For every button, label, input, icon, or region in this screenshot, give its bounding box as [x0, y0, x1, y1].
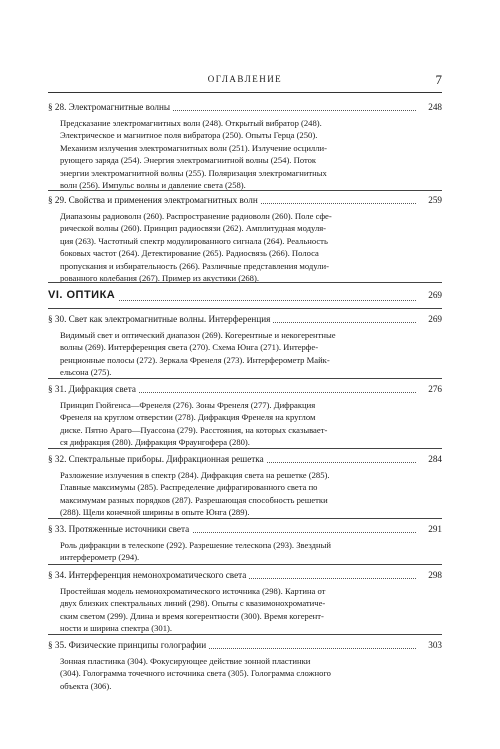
section-description: Зонная пластинка (304). Фокусирующее действие зонной пластинки (304). Голограмма точечного источника света (305). Голограмма сложного объекта (306). — [60, 656, 331, 691]
toc-page — [48, 0, 442, 749]
toc-line — [48, 638, 442, 652]
section-description: Принцип Гюйгенса—Френеля (276). Зоны Френеля (277). Дифракция Френеля на круглом отверстии (278). Дифракция Френеля на круглом диске. Пятно Араго—Пуассона (279). Расстояния, на которых сказывает- ся дифракция (280). Дифракция Фраунгофера (280). — [60, 400, 328, 448]
chapter-line — [48, 288, 442, 306]
section-description: Разложение излучения в спектр (284). Дифракция света на решетке (285). Главные максимумы (285). Распределение дифрагированного света по максимумам разных порядков (287). Разрешающая способность решетки (288). Щели конечной ширины в опыте Юнга (289). — [60, 470, 330, 518]
entry-divider — [48, 378, 442, 379]
toc-entry-section-30 — [48, 312, 442, 379]
section-title: § 32. Спектральные приборы. Дифракционная решетка — [48, 452, 267, 466]
entry-divider — [48, 448, 442, 449]
entry-divider — [48, 634, 442, 635]
entry-divider — [48, 518, 442, 519]
section-description: Простейшая модель немонохроматического источника (298). Картина от двух близких спектральных линий (298). Опыты с квазимонохроматиче- ским светом (299). Длина и время когерентности (300). Время когерент- ности и ширина спектра (301). — [60, 586, 326, 634]
toc-line — [48, 522, 442, 536]
section-page: 298 — [425, 568, 442, 582]
entry-divider — [48, 564, 442, 565]
section-description: Роль дифракции в телескопе (292). Разрешение телескопа (293). Звездный интерферометр (294). — [60, 540, 332, 563]
running-header — [48, 72, 442, 88]
section-page: 284 — [425, 452, 442, 466]
entry-divider — [48, 190, 442, 191]
section-page: 291 — [425, 522, 442, 536]
toc-chapter-6 — [48, 288, 442, 306]
chapter-title: VI. ОПТИКА — [48, 288, 118, 302]
toc-line — [48, 312, 442, 326]
page-number: 7 — [435, 72, 442, 87]
toc-entry-section-28 — [48, 100, 442, 191]
running-header-title: ОГЛАВЛЕНИЕ — [207, 74, 283, 84]
toc-line — [48, 452, 442, 466]
section-title: § 31. Дифракция света — [48, 382, 139, 396]
section-title: § 29. Свойства и применения электромагнитных волн — [48, 193, 261, 207]
toc-entry-section-29 — [48, 193, 442, 284]
section-page: 248 — [425, 100, 442, 114]
header-rule — [48, 92, 442, 93]
entry-divider — [48, 308, 442, 309]
toc-entry-section-32 — [48, 452, 442, 519]
toc-line — [48, 382, 442, 396]
section-page: 259 — [425, 193, 442, 207]
section-title: § 30. Свет как электромагнитные волны. Интерференция — [48, 312, 273, 326]
section-page: 269 — [425, 312, 442, 326]
section-title: § 35. Физические принципы голографии — [48, 638, 209, 652]
toc-entry-section-34 — [48, 568, 442, 635]
toc-entry-section-33 — [48, 522, 442, 564]
toc-line — [48, 193, 442, 207]
section-title: § 34. Интерференция немонохроматического света — [48, 568, 249, 582]
toc-line — [48, 568, 442, 582]
section-title: § 28. Электромагнитные волны — [48, 100, 173, 114]
entry-divider — [48, 282, 442, 283]
section-description: Видимый свет и оптический диапазон (269). Когерентные и некогерентные волны (269). Интерференция света (270). Схема Юнга (271). Интерфе- ренционные полосы (272). Зеркала Френеля (273). Интерферометр Майк- ельсона (275). — [60, 330, 336, 378]
section-description: Диапазоны радиоволн (260). Распространение радиоволн (260). Поле сфе- рической волны (260). Принцип радиосвязи (262). Амплитудная модуля- ция (263). Частотный спектр модулированного сигнала (264). Реальность боковых частот (264). Детектирование (265). Радиосвязь (266). Полоса пропускания и избирательность (266). Различные представления модули- рованного колебания (267). Пример из акустики (268). — [60, 211, 332, 284]
toc-entry-section-31 — [48, 382, 442, 449]
toc-entry-section-35 — [48, 638, 442, 692]
section-page: 276 — [425, 382, 442, 396]
section-title: § 33. Протяженные источники света — [48, 522, 192, 536]
chapter-page: 269 — [425, 288, 442, 302]
toc-line — [48, 100, 442, 114]
section-description: Предсказание электромагнитных волн (248). Открытый вибратор (248). Электрическое и магнитное поля вибратора (250). Опыты Герца (250). Механизм излучения электромагнитных волн (251). Излучение осцилли- рующего заряда (254). Энергия электромагнитной волны (254). Поток энергии электромагнитной волны (255). Поляризация электромагнитных волн (256). Импульс волны и давление света (258). — [60, 118, 327, 191]
section-page: 303 — [425, 638, 442, 652]
